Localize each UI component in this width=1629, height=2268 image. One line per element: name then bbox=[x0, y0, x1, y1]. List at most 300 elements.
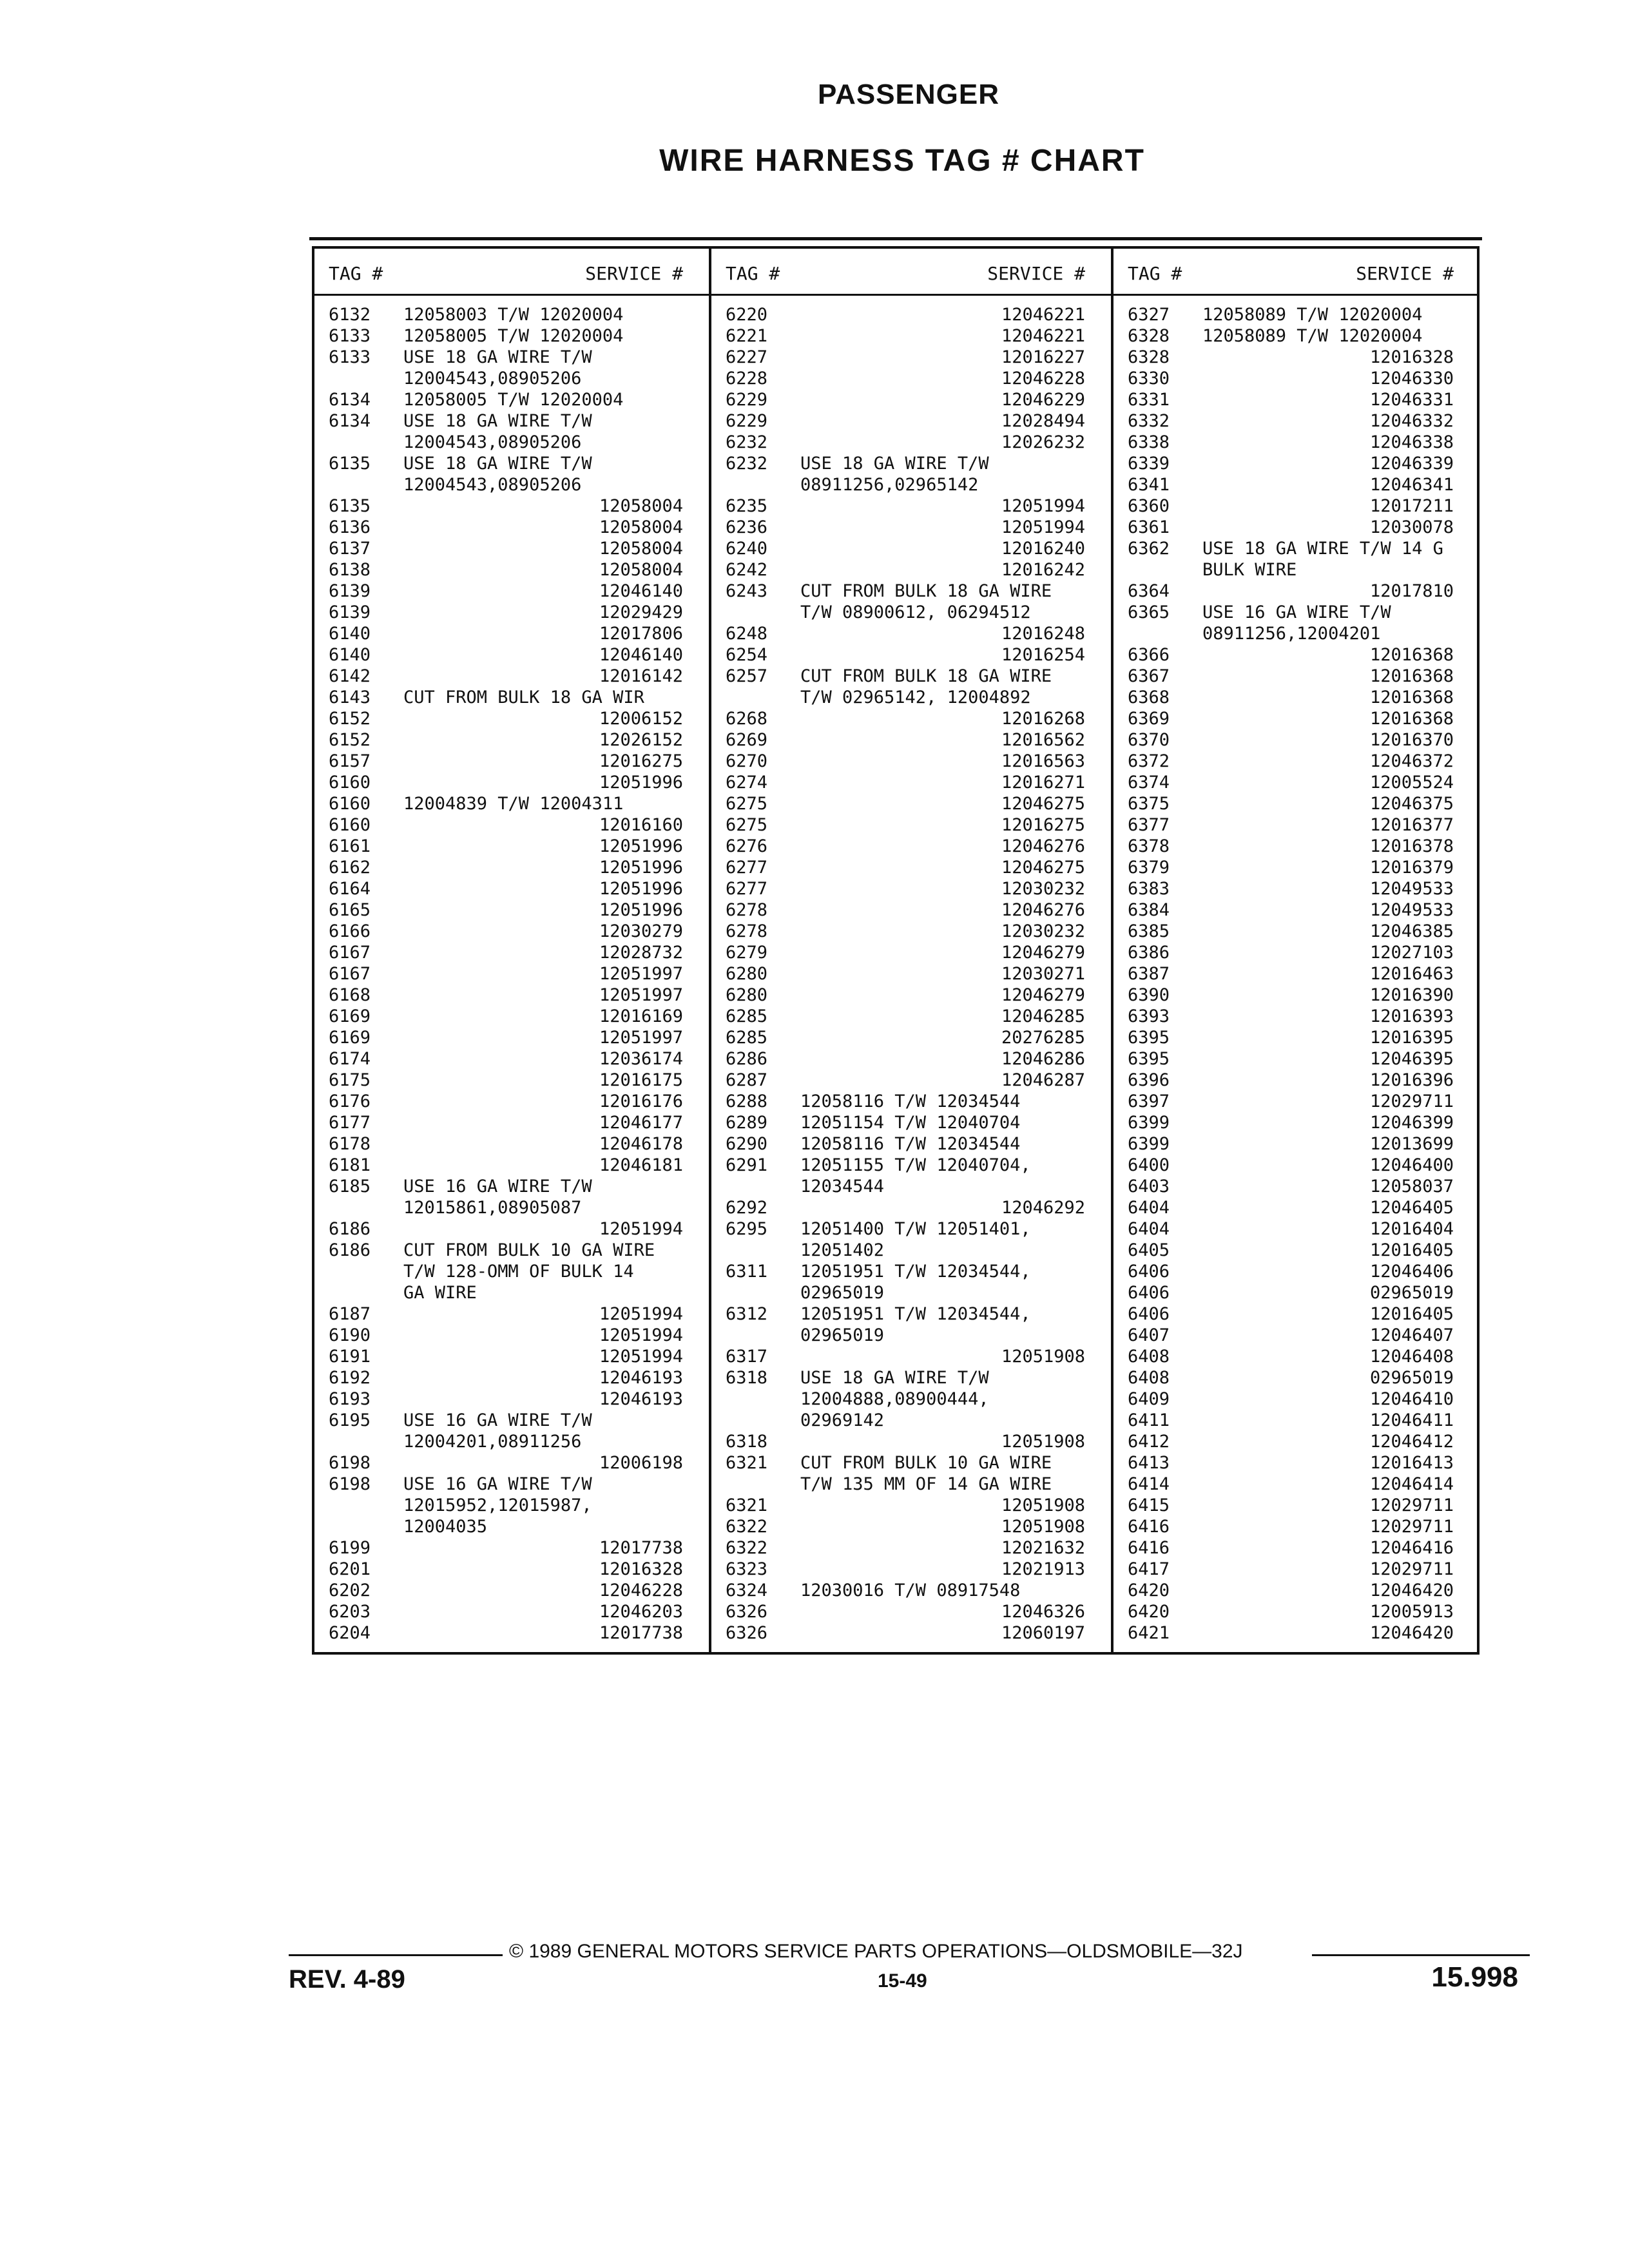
table-row bbox=[314, 1474, 709, 1537]
tag-number: 6416 bbox=[1128, 1517, 1170, 1537]
service-number: 12027103 bbox=[1369, 943, 1454, 963]
table-row bbox=[1113, 1431, 1480, 1452]
table-row bbox=[314, 1325, 709, 1346]
table-row bbox=[314, 1389, 709, 1410]
service-number: 12016275 bbox=[1001, 815, 1085, 835]
tag-number: 6167 bbox=[329, 943, 371, 963]
tag-number: 6176 bbox=[329, 1091, 371, 1111]
table-row bbox=[314, 963, 709, 985]
table-row bbox=[1113, 751, 1480, 772]
table-row bbox=[1113, 1389, 1480, 1410]
table-row bbox=[711, 559, 1111, 581]
tag-number: 6406 bbox=[1128, 1304, 1170, 1324]
service-number: USE 18 GA WIRE T/W 12004543,08905206 bbox=[403, 411, 592, 452]
table-row bbox=[711, 1516, 1111, 1537]
table-row bbox=[711, 1006, 1111, 1027]
table-row bbox=[711, 751, 1111, 772]
table-row bbox=[1113, 687, 1480, 708]
table-row bbox=[314, 1452, 709, 1474]
table-row bbox=[711, 1431, 1111, 1452]
table-row bbox=[1113, 1622, 1480, 1644]
service-number: 12030016 T/W 08917548 bbox=[800, 1581, 1021, 1600]
tag-chart-table bbox=[312, 246, 1480, 1655]
tag-number: 6292 bbox=[726, 1198, 768, 1218]
table-row bbox=[1113, 729, 1480, 751]
tag-number: 6374 bbox=[1128, 773, 1170, 793]
tag-number: 6187 bbox=[329, 1304, 371, 1324]
service-number: 12060197 bbox=[1001, 1623, 1085, 1643]
tag-number: 6328 bbox=[1128, 326, 1170, 346]
table-row bbox=[314, 1218, 709, 1240]
tag-number: 6152 bbox=[329, 730, 371, 750]
service-number: 12058004 bbox=[599, 496, 683, 516]
service-number: 12051908 bbox=[1001, 1347, 1085, 1367]
table-row bbox=[314, 1070, 709, 1091]
service-number: 12021632 bbox=[1001, 1538, 1085, 1558]
tag-number: 6321 bbox=[726, 1495, 768, 1515]
service-number: 12016268 bbox=[1001, 709, 1085, 729]
tag-number: 6404 bbox=[1128, 1219, 1170, 1239]
table-row bbox=[314, 921, 709, 942]
service-number: USE 16 GA WIRE T/W 12015952,12015987, 12004035 bbox=[403, 1474, 592, 1537]
table-row bbox=[1113, 1325, 1480, 1346]
service-number: 12029711 bbox=[1369, 1495, 1454, 1515]
table-row bbox=[314, 942, 709, 963]
tag-number: 6279 bbox=[726, 943, 768, 963]
tag-number: 6362 bbox=[1128, 539, 1170, 559]
tag-number: 6274 bbox=[726, 773, 768, 793]
tag-number: 6139 bbox=[329, 581, 371, 601]
tag-number: 6221 bbox=[726, 326, 768, 346]
service-number: 12016275 bbox=[599, 751, 683, 771]
service-number: CUT FROM BULK 18 GA WIRE T/W 08900612, 06294512 bbox=[800, 581, 1052, 622]
tag-number: 6142 bbox=[329, 666, 371, 686]
table-row bbox=[1113, 1452, 1480, 1474]
column-header bbox=[314, 263, 709, 286]
table-row bbox=[314, 389, 709, 410]
service-number: 12016227 bbox=[1001, 347, 1085, 367]
tag-number: 6277 bbox=[726, 879, 768, 899]
service-number: 12051951 T/W 12034544, 02965019 bbox=[800, 1262, 1031, 1303]
tag-number: 6375 bbox=[1128, 794, 1170, 814]
service-number: 12046275 bbox=[1001, 794, 1085, 814]
service-number: 12051400 T/W 12051401, 12051402 bbox=[800, 1219, 1031, 1260]
service-number: 12058089 T/W 12020004 bbox=[1202, 326, 1423, 346]
table-row bbox=[1113, 1346, 1480, 1367]
tag-number: 6327 bbox=[1128, 305, 1170, 325]
service-number: 12016393 bbox=[1369, 1006, 1454, 1026]
table-top-rule bbox=[309, 237, 1482, 240]
service-number: USE 18 GA WIRE T/W 12004543,08905206 bbox=[403, 347, 592, 389]
table-row bbox=[1113, 857, 1480, 878]
tag-number: 6420 bbox=[1128, 1602, 1170, 1622]
service-number: 12046375 bbox=[1369, 794, 1454, 814]
table-row bbox=[314, 836, 709, 857]
service-number: 12029429 bbox=[599, 602, 683, 622]
table-row bbox=[711, 368, 1111, 389]
table-row bbox=[1113, 878, 1480, 899]
table-row bbox=[314, 1537, 709, 1559]
table-row bbox=[711, 772, 1111, 793]
service-number: 12058116 T/W 12034544 bbox=[800, 1134, 1021, 1154]
service-number: 12030271 bbox=[1001, 964, 1085, 984]
tag-number: 6232 bbox=[726, 432, 768, 452]
table-column-2 bbox=[709, 249, 1111, 1652]
table-row bbox=[1113, 899, 1480, 921]
table-row bbox=[1113, 1261, 1480, 1282]
page-reference: 15-49 bbox=[878, 1970, 927, 1992]
tag-number: 6186 bbox=[329, 1240, 371, 1260]
tag-number: 6311 bbox=[726, 1262, 768, 1282]
service-number: 12016328 bbox=[599, 1559, 683, 1579]
table-row bbox=[314, 453, 709, 495]
tag-number: 6400 bbox=[1128, 1155, 1170, 1175]
tag-number: 6386 bbox=[1128, 943, 1170, 963]
table-row bbox=[711, 304, 1111, 325]
tag-number: 6228 bbox=[726, 369, 768, 389]
table-row bbox=[314, 899, 709, 921]
tag-number: 6324 bbox=[726, 1581, 768, 1600]
service-number: USE 18 GA WIRE T/W 12004543,08905206 bbox=[403, 454, 592, 495]
tag-number: 6168 bbox=[329, 985, 371, 1005]
service-number: 12016563 bbox=[1001, 751, 1085, 771]
service-number: 12046414 bbox=[1369, 1474, 1454, 1494]
table-row bbox=[711, 1155, 1111, 1197]
tag-number: 6220 bbox=[726, 305, 768, 325]
tag-number: 6395 bbox=[1128, 1028, 1170, 1048]
tag-number: 6416 bbox=[1128, 1538, 1170, 1558]
service-number: 12058037 bbox=[1369, 1177, 1454, 1196]
service-number: 12028494 bbox=[1001, 411, 1085, 431]
table-row bbox=[1113, 1155, 1480, 1176]
tag-number: 6280 bbox=[726, 964, 768, 984]
service-number: 12005524 bbox=[1369, 773, 1454, 793]
service-number: 12051994 bbox=[1001, 517, 1085, 537]
table-row bbox=[314, 1176, 709, 1218]
tag-number: 6201 bbox=[329, 1559, 371, 1579]
service-number: 12016176 bbox=[599, 1091, 683, 1111]
service-number: 12051996 bbox=[599, 773, 683, 793]
table-row bbox=[314, 538, 709, 559]
table-row bbox=[711, 793, 1111, 814]
service-number: 12051951 T/W 12034544, 02965019 bbox=[800, 1304, 1031, 1345]
tag-number: 6186 bbox=[329, 1219, 371, 1239]
service-number: 12017738 bbox=[599, 1623, 683, 1643]
tag-number: 6322 bbox=[726, 1538, 768, 1558]
service-number: USE 18 GA WIRE T/W 14 G BULK WIRE bbox=[1202, 539, 1443, 580]
table-row bbox=[711, 410, 1111, 432]
service-number: 12016271 bbox=[1001, 773, 1085, 793]
tag-number: 6134 bbox=[329, 390, 371, 410]
table-row bbox=[711, 963, 1111, 985]
tag-number: 6160 bbox=[329, 773, 371, 793]
table-row bbox=[711, 1559, 1111, 1580]
table-row bbox=[314, 1006, 709, 1027]
tag-number: 6331 bbox=[1128, 390, 1170, 410]
tag-number: 6140 bbox=[329, 645, 371, 665]
tag-number: 6366 bbox=[1128, 645, 1170, 665]
tag-number: 6243 bbox=[726, 581, 768, 601]
table-row bbox=[314, 729, 709, 751]
tag-number: 6193 bbox=[329, 1389, 371, 1409]
page-number: 15.998 bbox=[1431, 1961, 1518, 1993]
table-row bbox=[314, 602, 709, 623]
table-row bbox=[711, 921, 1111, 942]
tag-number: 6406 bbox=[1128, 1262, 1170, 1282]
service-number: 12046193 bbox=[599, 1389, 683, 1409]
tag-number: 6269 bbox=[726, 730, 768, 750]
table-row bbox=[314, 666, 709, 687]
table-row bbox=[711, 1452, 1111, 1495]
service-number: 12030078 bbox=[1369, 517, 1454, 537]
tag-number: 6199 bbox=[329, 1538, 371, 1558]
service-number: 12046407 bbox=[1369, 1325, 1454, 1345]
service-number: 12051996 bbox=[599, 836, 683, 856]
table-row bbox=[1113, 666, 1480, 687]
service-number: 12029711 bbox=[1369, 1091, 1454, 1111]
tag-number: 6164 bbox=[329, 879, 371, 899]
table-row bbox=[1113, 1601, 1480, 1622]
tag-number: 6378 bbox=[1128, 836, 1170, 856]
service-number: 12046228 bbox=[599, 1581, 683, 1600]
table-row bbox=[711, 1133, 1111, 1155]
tag-number: 6160 bbox=[329, 815, 371, 835]
tag-number: 6257 bbox=[726, 666, 768, 686]
service-number: 12046229 bbox=[1001, 390, 1085, 410]
table-column-1 bbox=[314, 249, 709, 1652]
service-number: 12046385 bbox=[1369, 921, 1454, 941]
service-number: 12046410 bbox=[1369, 1389, 1454, 1409]
service-number: 12046221 bbox=[1001, 305, 1085, 325]
tag-number: 6192 bbox=[329, 1368, 371, 1388]
table-row bbox=[314, 1048, 709, 1070]
table-row bbox=[1113, 581, 1480, 602]
tag-number: 6278 bbox=[726, 900, 768, 920]
tag-number: 6322 bbox=[726, 1517, 768, 1537]
table-row bbox=[314, 814, 709, 836]
service-number: 12017806 bbox=[599, 624, 683, 644]
service-number: 12046285 bbox=[1001, 1006, 1085, 1026]
table-row bbox=[1113, 495, 1480, 517]
service-number: 12046287 bbox=[1001, 1070, 1085, 1090]
service-number: 12058004 bbox=[599, 539, 683, 559]
tag-number: 6229 bbox=[726, 411, 768, 431]
service-number: USE 16 GA WIRE T/W 12015861,08905087 bbox=[403, 1177, 592, 1218]
table-row bbox=[711, 1601, 1111, 1622]
service-number: 12029711 bbox=[1369, 1559, 1454, 1579]
tag-number: 6229 bbox=[726, 390, 768, 410]
table-row bbox=[314, 1240, 709, 1303]
table-row bbox=[1113, 644, 1480, 666]
tag-number: 6174 bbox=[329, 1049, 371, 1069]
service-number: 12046193 bbox=[599, 1368, 683, 1388]
table-row bbox=[1113, 432, 1480, 453]
tag-number: 6203 bbox=[329, 1602, 371, 1622]
table-row bbox=[314, 1367, 709, 1389]
tag-number: 6421 bbox=[1128, 1623, 1170, 1643]
tag-number: 6339 bbox=[1128, 454, 1170, 474]
service-number: 12016404 bbox=[1369, 1219, 1454, 1239]
table-row bbox=[711, 1112, 1111, 1133]
service-number: 12051997 bbox=[599, 964, 683, 984]
table-row bbox=[1113, 1474, 1480, 1495]
service-number: 12036174 bbox=[599, 1049, 683, 1069]
service-number: 12046178 bbox=[599, 1134, 683, 1154]
table-row bbox=[314, 559, 709, 581]
service-number: 12016370 bbox=[1369, 730, 1454, 750]
table-row bbox=[711, 1261, 1111, 1303]
table-row bbox=[1113, 1197, 1480, 1218]
service-number: 12051154 T/W 12040704 bbox=[800, 1113, 1021, 1133]
tag-number: 6177 bbox=[329, 1113, 371, 1133]
service-number: 12046416 bbox=[1369, 1538, 1454, 1558]
table-row bbox=[711, 432, 1111, 453]
tag-number: 6157 bbox=[329, 751, 371, 771]
table-row bbox=[711, 1070, 1111, 1091]
table-row bbox=[1113, 304, 1480, 325]
table-row bbox=[1113, 1112, 1480, 1133]
table-row bbox=[711, 1622, 1111, 1644]
service-number: 12005913 bbox=[1369, 1602, 1454, 1622]
header-service-label: SERVICE # bbox=[1356, 263, 1454, 284]
table-row bbox=[1113, 1176, 1480, 1197]
service-number: 12058004 bbox=[599, 560, 683, 580]
table-row bbox=[1113, 814, 1480, 836]
service-number: 12051994 bbox=[1001, 496, 1085, 516]
revision-label: REV. 4-89 bbox=[289, 1965, 405, 1994]
service-number: 12016562 bbox=[1001, 730, 1085, 750]
tag-number: 6135 bbox=[329, 454, 371, 474]
tag-number: 6393 bbox=[1128, 1006, 1170, 1026]
table-row bbox=[711, 1346, 1111, 1367]
tag-number: 6135 bbox=[329, 496, 371, 516]
service-number: 12016248 bbox=[1001, 624, 1085, 644]
tag-number: 6280 bbox=[726, 985, 768, 1005]
table-row bbox=[711, 389, 1111, 410]
table-row bbox=[711, 1027, 1111, 1048]
tag-number: 6390 bbox=[1128, 985, 1170, 1005]
table-row bbox=[1113, 517, 1480, 538]
tag-number: 6289 bbox=[726, 1113, 768, 1133]
tag-number: 6408 bbox=[1128, 1347, 1170, 1367]
service-number: 12046406 bbox=[1369, 1262, 1454, 1282]
table-row bbox=[1113, 985, 1480, 1006]
table-row bbox=[1113, 1559, 1480, 1580]
table-row bbox=[711, 708, 1111, 729]
table-row bbox=[711, 1367, 1111, 1431]
service-number: 12016368 bbox=[1369, 687, 1454, 707]
service-number: 12016142 bbox=[599, 666, 683, 686]
service-number: CUT FROM BULK 10 GA WIRE T/W 128-OMM OF BULK 14 GA WIRE bbox=[403, 1240, 655, 1303]
table-row bbox=[711, 729, 1111, 751]
tag-number: 6291 bbox=[726, 1155, 768, 1175]
service-number: 12017211 bbox=[1369, 496, 1454, 516]
tag-number: 6232 bbox=[726, 454, 768, 474]
table-row bbox=[1113, 1537, 1480, 1559]
tag-number: 6290 bbox=[726, 1134, 768, 1154]
tag-number: 6198 bbox=[329, 1474, 371, 1494]
tag-number: 6403 bbox=[1128, 1177, 1170, 1196]
tag-number: 6409 bbox=[1128, 1389, 1170, 1409]
service-number: 12030279 bbox=[599, 921, 683, 941]
service-number: 12046400 bbox=[1369, 1155, 1454, 1175]
table-row bbox=[711, 1218, 1111, 1261]
table-row bbox=[314, 410, 709, 453]
table-row bbox=[1113, 325, 1480, 347]
service-number: 12013699 bbox=[1369, 1134, 1454, 1154]
service-number: 12046326 bbox=[1001, 1602, 1085, 1622]
table-row bbox=[1113, 538, 1480, 581]
table-row bbox=[314, 1559, 709, 1580]
table-row bbox=[1113, 1027, 1480, 1048]
tag-number: 6254 bbox=[726, 645, 768, 665]
header-divider bbox=[711, 294, 1111, 296]
table-row bbox=[711, 623, 1111, 644]
tag-number: 6312 bbox=[726, 1304, 768, 1324]
table-row bbox=[1113, 1410, 1480, 1431]
tag-number: 6287 bbox=[726, 1070, 768, 1090]
tag-number: 6361 bbox=[1128, 517, 1170, 537]
header-tag-label: TAG # bbox=[329, 263, 383, 284]
header-tag-label: TAG # bbox=[1128, 263, 1182, 284]
service-number: 12051997 bbox=[599, 1028, 683, 1048]
service-number: 12058003 T/W 12020004 bbox=[403, 305, 624, 325]
service-number: 02965019 bbox=[1369, 1283, 1454, 1303]
service-number: 12046140 bbox=[599, 645, 683, 665]
tag-number: 6420 bbox=[1128, 1581, 1170, 1600]
table-row bbox=[1113, 1006, 1480, 1027]
table-row bbox=[314, 517, 709, 538]
service-number: 12006152 bbox=[599, 709, 683, 729]
service-number: 12051996 bbox=[599, 879, 683, 899]
table-row bbox=[1113, 1070, 1480, 1091]
table-row bbox=[314, 623, 709, 644]
tag-number: 6185 bbox=[329, 1177, 371, 1196]
tag-number: 6365 bbox=[1128, 602, 1170, 622]
table-row bbox=[711, 517, 1111, 538]
service-number: 12030232 bbox=[1001, 921, 1085, 941]
tag-number: 6369 bbox=[1128, 709, 1170, 729]
tag-number: 6133 bbox=[329, 326, 371, 346]
tag-number: 6227 bbox=[726, 347, 768, 367]
tag-number: 6414 bbox=[1128, 1474, 1170, 1494]
table-row bbox=[1113, 347, 1480, 368]
footer-rule-left bbox=[289, 1954, 503, 1956]
service-number: 12016242 bbox=[1001, 560, 1085, 580]
table-row bbox=[1113, 453, 1480, 474]
service-number: 12016254 bbox=[1001, 645, 1085, 665]
service-number: 12046395 bbox=[1369, 1049, 1454, 1069]
table-row bbox=[314, 495, 709, 517]
table-row bbox=[1113, 389, 1480, 410]
service-number: 12051997 bbox=[599, 985, 683, 1005]
tag-number: 6136 bbox=[329, 517, 371, 537]
tag-number: 6415 bbox=[1128, 1495, 1170, 1515]
service-number: 12046405 bbox=[1369, 1198, 1454, 1218]
service-number: 12006198 bbox=[599, 1453, 683, 1473]
table-row bbox=[1113, 963, 1480, 985]
table-row bbox=[1113, 1048, 1480, 1070]
tag-number: 6286 bbox=[726, 1049, 768, 1069]
tag-number: 6202 bbox=[329, 1581, 371, 1600]
tag-number: 6321 bbox=[726, 1453, 768, 1473]
service-number: USE 16 GA WIRE T/W 12004201,08911256 bbox=[403, 1410, 592, 1452]
service-number: 12046203 bbox=[599, 1602, 683, 1622]
table-row bbox=[711, 644, 1111, 666]
service-number: 12051908 bbox=[1001, 1495, 1085, 1515]
table-row bbox=[711, 347, 1111, 368]
service-number: 12046420 bbox=[1369, 1623, 1454, 1643]
